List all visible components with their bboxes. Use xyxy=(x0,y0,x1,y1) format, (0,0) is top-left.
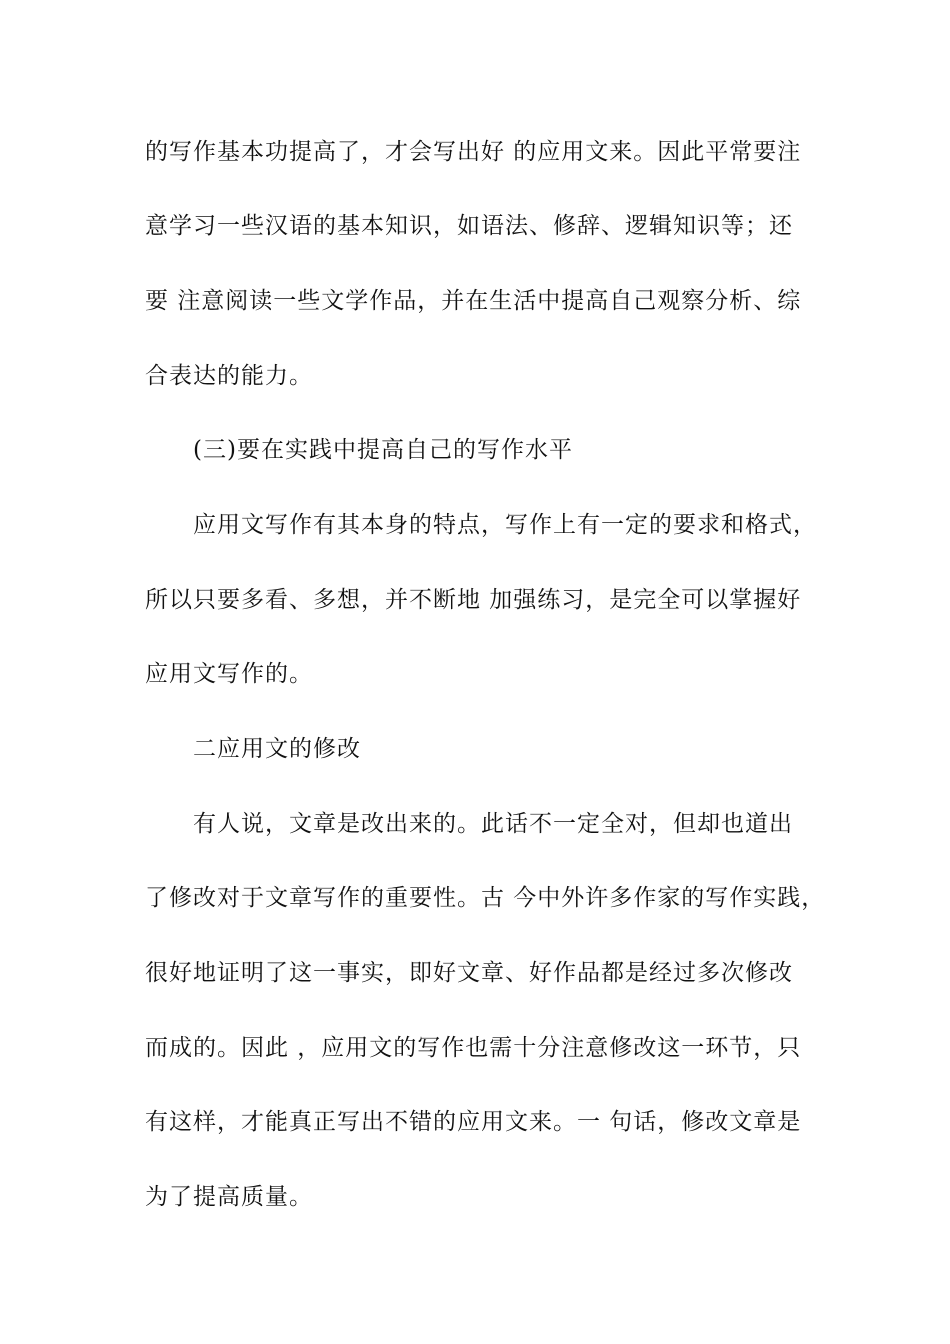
body-text-line: 的写作基本功提高了，才会写出好 的应用文来。因此平常要注 xyxy=(145,139,802,165)
section-heading: 二应用文的修改 xyxy=(193,736,361,762)
body-text-line: 要 注意阅读一些文学作品，并在生活中提高自己观察分析、综 xyxy=(145,288,802,314)
body-text-line: 应用文写作有其本身的特点，写作上有一定的要求和格式， xyxy=(193,512,817,538)
body-text-line: 所以只要多看、多想，并不断地 加强练习，是完全可以掌握好 xyxy=(145,587,802,613)
body-text-line: 了修改对于文章写作的重要性。古 今中外许多作家的写作实践， xyxy=(145,885,826,911)
body-text-line: 合表达的能力。 xyxy=(145,363,313,389)
body-text-line: 为了提高质量。 xyxy=(145,1184,313,1210)
body-text-line: 应用文写作的。 xyxy=(145,661,313,687)
body-text-line: 而成的。因此 ，应用文的写作也需十分注意修改这一环节，只 xyxy=(145,1035,802,1061)
body-text-line: 很好地证明了这一事实，即好文章、好作品都是经过多次修改 xyxy=(145,960,793,986)
section-heading: (三)要在实践中提高自己的写作水平 xyxy=(193,437,573,463)
body-text-line: 有人说，文章是改出来的。此话不一定全对，但却也道出 xyxy=(193,811,793,837)
body-text-line: 意学习一些汉语的基本知识，如语法、修辞、逻辑知识等；还 xyxy=(145,213,793,239)
body-text-line: 有这样，才能真正写出不错的应用文来。一 句话，修改文章是 xyxy=(145,1109,802,1135)
